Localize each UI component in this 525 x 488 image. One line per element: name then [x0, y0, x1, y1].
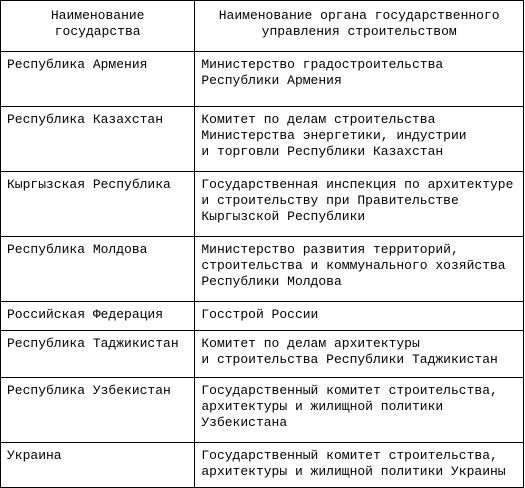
authority-cell: Комитет по делам строительства Министерства энергетики, индустрии и торговли Республики Казахстан: [195, 107, 524, 172]
state-cell: Республика Армения: [1, 52, 195, 107]
table-row: [1, 172, 524, 237]
table-row: [1, 378, 524, 443]
state-cell: Кыргызская Республика: [1, 172, 195, 237]
authority-cell: Государственный комитет строительства, архитектуры и жилищной политики Узбекистана: [195, 378, 524, 443]
header-state-name: Наименование государства: [1, 1, 195, 52]
state-cell: Российская Федерация: [1, 302, 195, 331]
authority-cell: Министерство развития территорий, строительства и коммунального хозяйства Республики Молдова: [195, 237, 524, 302]
table-row: [1, 237, 524, 302]
table-row: [1, 443, 524, 488]
authority-cell: Государственная инспекция по архитектуре и строительству при Правительстве Кыргызской Республики: [195, 172, 524, 237]
table-row: [1, 302, 524, 331]
state-cell: Республика Таджикистан: [1, 331, 195, 378]
state-cell: Республика Молдова: [1, 237, 195, 302]
table-header-row: [1, 1, 524, 52]
table-row: [1, 52, 524, 107]
state-cell: Республика Узбекистан: [1, 378, 195, 443]
authority-cell: Госстрой России: [195, 302, 524, 331]
authority-cell: Государственный комитет строительства, архитектуры и жилищной политики Украины: [195, 443, 524, 488]
state-cell: Республика Казахстан: [1, 107, 195, 172]
authority-cell: Министерство градостроительства Республики Армения: [195, 52, 524, 107]
state-cell: Украина: [1, 443, 195, 488]
authority-cell: Комитет по делам архитектуры и строительства Республики Таджикистан: [195, 331, 524, 378]
table-row: [1, 107, 524, 172]
table-row: [1, 331, 524, 378]
header-authority-name: Наименование органа государственного управления строительством: [195, 1, 524, 52]
